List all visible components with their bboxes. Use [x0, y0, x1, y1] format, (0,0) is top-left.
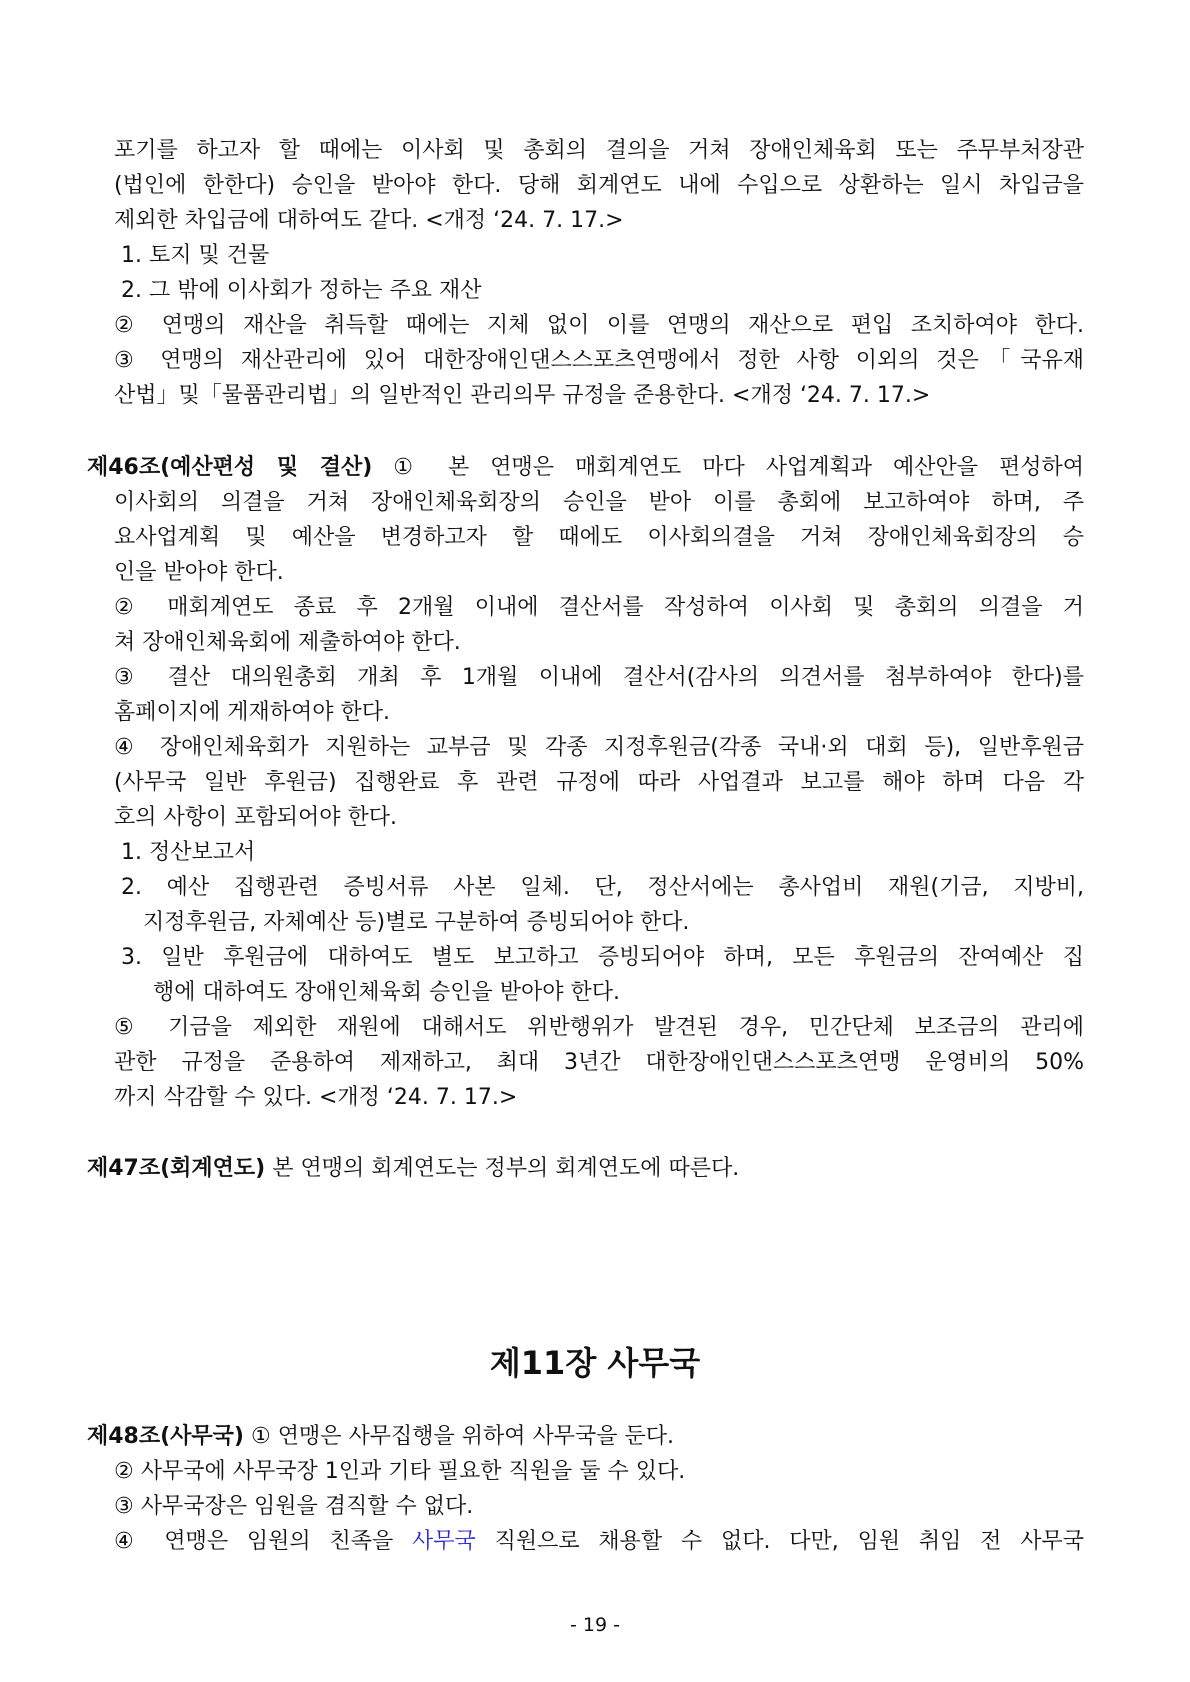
- paragraph-2: ② 매회계연도 종료 후 2개월 이내에 결산서를 작성하여 이사회 및 총회의 의결을 거: [114, 595, 1084, 620]
- page-number: - 19 -: [570, 1614, 620, 1636]
- text-line: 호의 사항이 포함되어야 한다.: [114, 805, 397, 830]
- article-48-text: ① 연맹은 사무집행을 위하여 사무국을 둔다.: [244, 1424, 674, 1449]
- paragraph-4-text: ④ 연맹은 임원의 친족을: [114, 1529, 412, 1554]
- article-46-heading: 제46조(예산편성 및 결산): [87, 455, 373, 480]
- list-item: 1. 정산보고서: [121, 840, 256, 865]
- list-item: 2. 예산 집행관련 증빙서류 사본 일체. 단, 정산서에는 총사업비 재원(기금, 지방비,: [121, 875, 1084, 900]
- text-line: 까지 삭감할 수 있다. <개정 ‘24. 7. 17.>: [114, 1085, 518, 1110]
- article-47-heading: 제47조(회계연도): [87, 1156, 266, 1181]
- paragraph-4: [114, 1527, 1084, 1557]
- paragraph-2: ② 연맹의 재산을 취득할 때에는 지체 없이 이를 연맹의 재산으로 편입 조치하여야 한다.: [114, 313, 1084, 338]
- text-line: (법인에 한한다) 승인을 받아야 한다. 당해 회계연도 내에 수입으로 상환하는 일시 차입금을: [114, 173, 1084, 198]
- text-line: (사무국 일반 후원금) 집행완료 후 관련 규정에 따라 사업결과 보고를 해야 하며 다음 각: [114, 770, 1084, 795]
- paragraph-5: ⑤ 기금을 제외한 재원에 대해서도 위반행위가 발견된 경우, 민간단체 보조금의 관리에: [114, 1015, 1084, 1040]
- text-line: 포기를 하고자 할 때에는 이사회 및 총회의 결의을 거쳐 장애인체육회 또는 주무부처장관: [114, 138, 1084, 163]
- paragraph-3: ③ 결산 대의원총회 개최 후 1개월 이내에 결산서(감사의 의견서를 첨부하여야 한다)를: [114, 665, 1084, 690]
- paragraph-2: ② 사무국에 사무국장 1인과 기타 필요한 직원을 둘 수 있다.: [114, 1459, 686, 1484]
- article-47-text: 본 연맹의 회계연도는 정부의 회계연도에 따른다.: [265, 1156, 740, 1181]
- text-line: 요사업계획 및 예산을 변경하고자 할 때에도 이사회의결을 거쳐 장애인체육회장의 승: [114, 525, 1084, 550]
- paragraph-4-text-rest: 직원으로 채용할 수 없다. 다만, 임원 취임 전 사무국: [475, 1529, 1084, 1554]
- text-line: 산법」및「물품관리법」의 일반적인 관리의무 규정을 준용한다. <개정 ‘24. 7. 17.>: [114, 383, 931, 408]
- text-line: 이사회의 의결을 거쳐 장애인체육회장의 승인을 받아 이를 총회에 보고하여야 하며, 주: [114, 490, 1084, 515]
- chapter-title: 제11장 사무국: [489, 1344, 701, 1382]
- paragraph-4: ④ 장애인체육회가 지원하는 교부금 및 각종 지정후원금(각종 국내·외 대회 등), 일반후원금: [114, 735, 1084, 760]
- text-line: 행에 대하여도 장애인체육회 승인을 받아야 한다.: [153, 980, 621, 1005]
- article-48-first-line: [87, 1422, 1084, 1452]
- text-line: 지정후원금, 자체예산 등)별로 구분하여 증빙되어야 한다.: [143, 910, 690, 935]
- article-46-first-line: [87, 453, 1084, 483]
- list-item: 2. 그 밖에 이사회가 정하는 주요 재산: [121, 278, 482, 303]
- paragraph-3: ③ 사무국장은 임원을 겸직할 수 없다.: [114, 1494, 474, 1519]
- text-line: 관한 규정을 준용하여 제재하고, 최대 3년간 대한장애인댄스스포츠연맹 운영비의 50%: [114, 1050, 1084, 1075]
- text-line: 쳐 장애인체육회에 제출하여야 한다.: [114, 630, 461, 655]
- list-item: 3. 일반 후원금에 대하여도 별도 보고하고 증빙되어야 하며, 모든 후원금의 잔여예산 집: [121, 945, 1084, 970]
- paragraph-3: ③ 연맹의 재산관리에 있어 대한장애인댄스스포츠연맹에서 정한 사항 이외의 것은「국유재: [114, 348, 1084, 373]
- article-47-line: [87, 1154, 1084, 1184]
- office-link[interactable]: 사무국: [412, 1529, 476, 1554]
- text-line: 제외한 차입금에 대하여도 같다. <개정 ‘24. 7. 17.>: [114, 208, 624, 233]
- text-line: 홈페이지에 게재하여야 한다.: [114, 700, 391, 725]
- article-46-text: ① 본 연맹은 매회계연도 마다 사업계획과 예산안을 편성하여: [372, 455, 1085, 480]
- article-48-heading: 제48조(사무국): [87, 1424, 244, 1449]
- text-line: 인을 받아야 한다.: [114, 560, 284, 585]
- list-item: 1. 토지 및 건물: [121, 243, 270, 268]
